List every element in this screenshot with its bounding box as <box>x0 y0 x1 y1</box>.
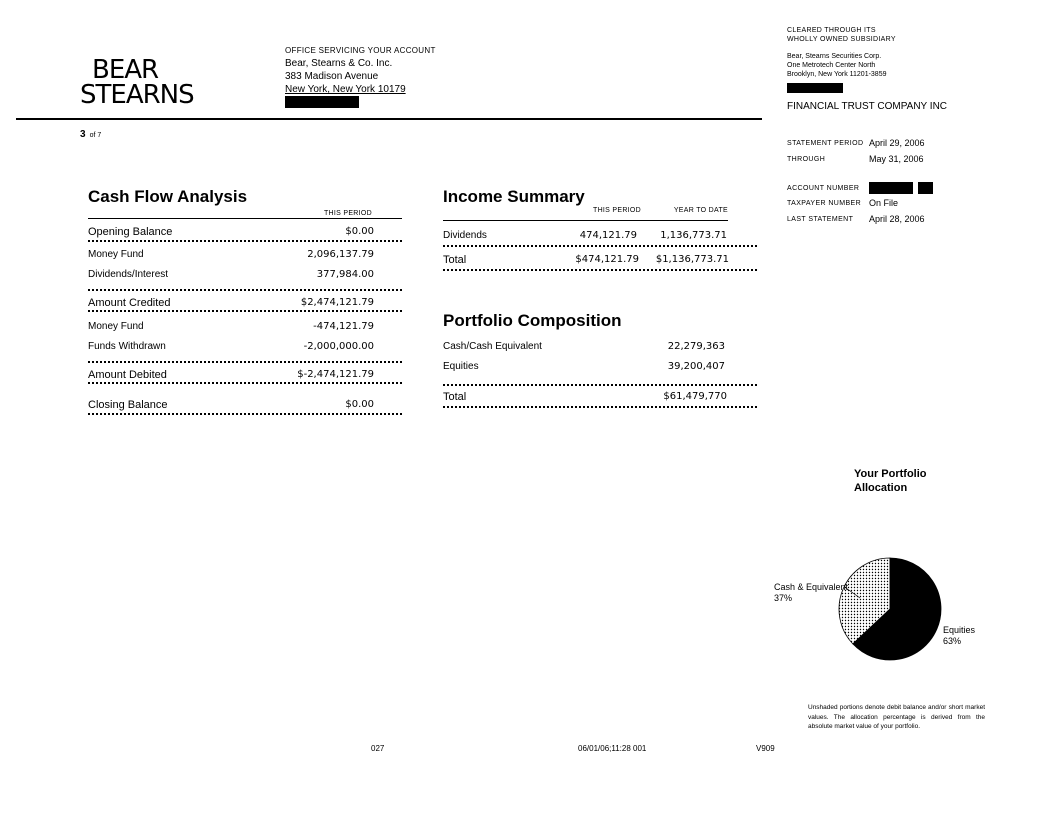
portfolio-composition-title: Portfolio Composition <box>443 311 622 330</box>
debit-label: Money Fund <box>88 321 144 332</box>
credit-label: Dividends/Interest <box>88 269 169 280</box>
opening-balance-row <box>88 219 402 242</box>
redaction-bar <box>285 96 359 108</box>
closing-balance-value: $0.00 <box>345 399 374 410</box>
office-city: New York, New York 10179 <box>285 84 406 95</box>
amount-debited-row <box>88 363 402 384</box>
redaction-bar <box>787 83 843 93</box>
clearing-line-2: WHOLLY OWNED SUBSIDIARY <box>787 36 896 43</box>
taxpayer-number-label: TAXPAYER NUMBER <box>787 200 862 207</box>
credits-group <box>88 242 402 291</box>
footer-code-1: 027 <box>371 744 385 753</box>
income-col-this-period: THIS PERIOD <box>593 207 642 214</box>
amount-debited-value: $-2,474,121.79 <box>297 369 374 380</box>
through-value: May 31, 2006 <box>869 154 924 164</box>
account-number-label: ACCOUNT NUMBER <box>787 185 860 192</box>
pie-label-equities: Equities <box>943 625 976 635</box>
portfolio-row-label: Cash/Cash Equivalent <box>443 341 542 352</box>
logo-line-1: BEAR <box>92 55 159 85</box>
clearing-corp: Bear, Stearns Securities Corp. <box>787 53 882 60</box>
portfolio-rows <box>443 331 757 386</box>
income-row <box>443 221 757 247</box>
credit-row <box>88 269 374 285</box>
portfolio-row-value: 39,200,407 <box>667 361 725 372</box>
statement-info <box>787 138 947 170</box>
bear-stearns-logo <box>80 55 194 110</box>
credit-value: 2,096,137.79 <box>307 249 374 260</box>
allocation-pie-chart <box>760 550 1000 670</box>
cash-flow-section <box>88 187 402 415</box>
portfolio-composition-section <box>443 311 757 408</box>
statement-period-label: STATEMENT PERIOD <box>787 140 864 147</box>
footer-timestamp: 06/01/06;11:28 001 <box>578 744 647 753</box>
clearing-addr-1: One Metrotech Center North <box>787 62 876 69</box>
income-row-period: 474,121.79 <box>579 230 637 241</box>
closing-balance-label: Closing Balance <box>88 399 168 411</box>
income-row-label: Dividends <box>443 230 487 241</box>
portfolio-total-value: $61,479,770 <box>663 391 727 402</box>
credit-value: 377,984.00 <box>316 269 374 280</box>
income-summary-title: Income Summary <box>443 187 585 206</box>
statement-period-value: April 29, 2006 <box>869 138 925 148</box>
amount-credited-value: $2,474,121.79 <box>300 297 374 308</box>
office-street: 383 Madison Avenue <box>285 71 379 82</box>
income-summary-section <box>443 187 757 271</box>
footer-code-2: V909 <box>756 744 775 753</box>
opening-balance-label: Opening Balance <box>88 226 173 238</box>
pie-label-cash-pct: 37% <box>774 593 793 603</box>
debit-label: Funds Withdrawn <box>88 341 166 352</box>
allocation-title <box>854 467 927 495</box>
income-total-ytd: $1,136,773.71 <box>655 254 729 265</box>
closing-balance-row <box>88 384 402 415</box>
portfolio-row-value: 22,279,363 <box>667 341 725 352</box>
cash-flow-col-header: THIS PERIOD <box>88 207 402 219</box>
amount-debited-label: Amount Debited <box>88 369 167 381</box>
pie-label-equities-pct: 63% <box>943 636 962 646</box>
debit-row <box>88 341 374 357</box>
office-label: OFFICE SERVICING YOUR ACCOUNT <box>285 46 436 55</box>
last-statement-value: April 28, 2006 <box>869 214 925 224</box>
income-total-row <box>443 247 757 271</box>
clearing-block <box>787 26 896 96</box>
page-number <box>80 129 101 140</box>
credit-label: Money Fund <box>88 249 144 260</box>
income-col-ytd: YEAR TO DATE <box>673 207 728 214</box>
amount-credited-label: Amount Credited <box>88 297 171 309</box>
portfolio-total-row <box>443 386 757 408</box>
logo-line-2: STEARNS <box>80 80 194 110</box>
redaction-bar <box>918 182 933 194</box>
allocation-title-line-2: Allocation <box>854 482 908 494</box>
portfolio-row-label: Equities <box>443 361 479 372</box>
debits-group <box>88 312 402 363</box>
last-statement-label: LAST STATEMENT <box>787 216 854 223</box>
account-holder-name: FINANCIAL TRUST COMPANY INC <box>787 101 948 112</box>
amount-credited-row <box>88 291 402 312</box>
taxpayer-number-value: On File <box>869 198 899 208</box>
debit-row <box>88 321 374 341</box>
income-row-ytd: 1,136,773.71 <box>660 230 727 241</box>
clearing-line-1: CLEARED THROUGH ITS <box>787 27 876 34</box>
debit-value: -2,000,000.00 <box>303 341 374 352</box>
pie-label-cash: Cash & Equivalent <box>774 582 849 592</box>
income-total-label: Total <box>443 254 467 266</box>
credit-row <box>88 249 374 269</box>
office-name: Bear, Stearns & Co. Inc. <box>285 58 393 69</box>
income-col-headers <box>443 207 728 221</box>
cash-flow-title: Cash Flow Analysis <box>88 187 248 206</box>
office-address-block <box>285 44 436 112</box>
page-current: 3 <box>80 129 86 140</box>
opening-balance-value: $0.00 <box>345 226 374 237</box>
through-label: THROUGH <box>787 156 826 163</box>
income-total-period: $474,121.79 <box>575 254 639 265</box>
portfolio-total-label: Total <box>443 391 467 403</box>
debit-value: -474,121.79 <box>313 321 374 332</box>
redaction-bar <box>869 182 913 194</box>
allocation-footnote: Unshaded portions denote debit balance and/or short market values. The allocation percentage is derived from the absolute market value of your portfolio. <box>808 704 985 730</box>
account-info <box>787 182 947 229</box>
clearing-addr-2: Brooklyn, New York 11201-3859 <box>787 71 887 78</box>
header-rule <box>16 118 762 120</box>
allocation-title-line-1: Your Portfolio <box>854 468 927 480</box>
page-total: of 7 <box>89 132 102 139</box>
